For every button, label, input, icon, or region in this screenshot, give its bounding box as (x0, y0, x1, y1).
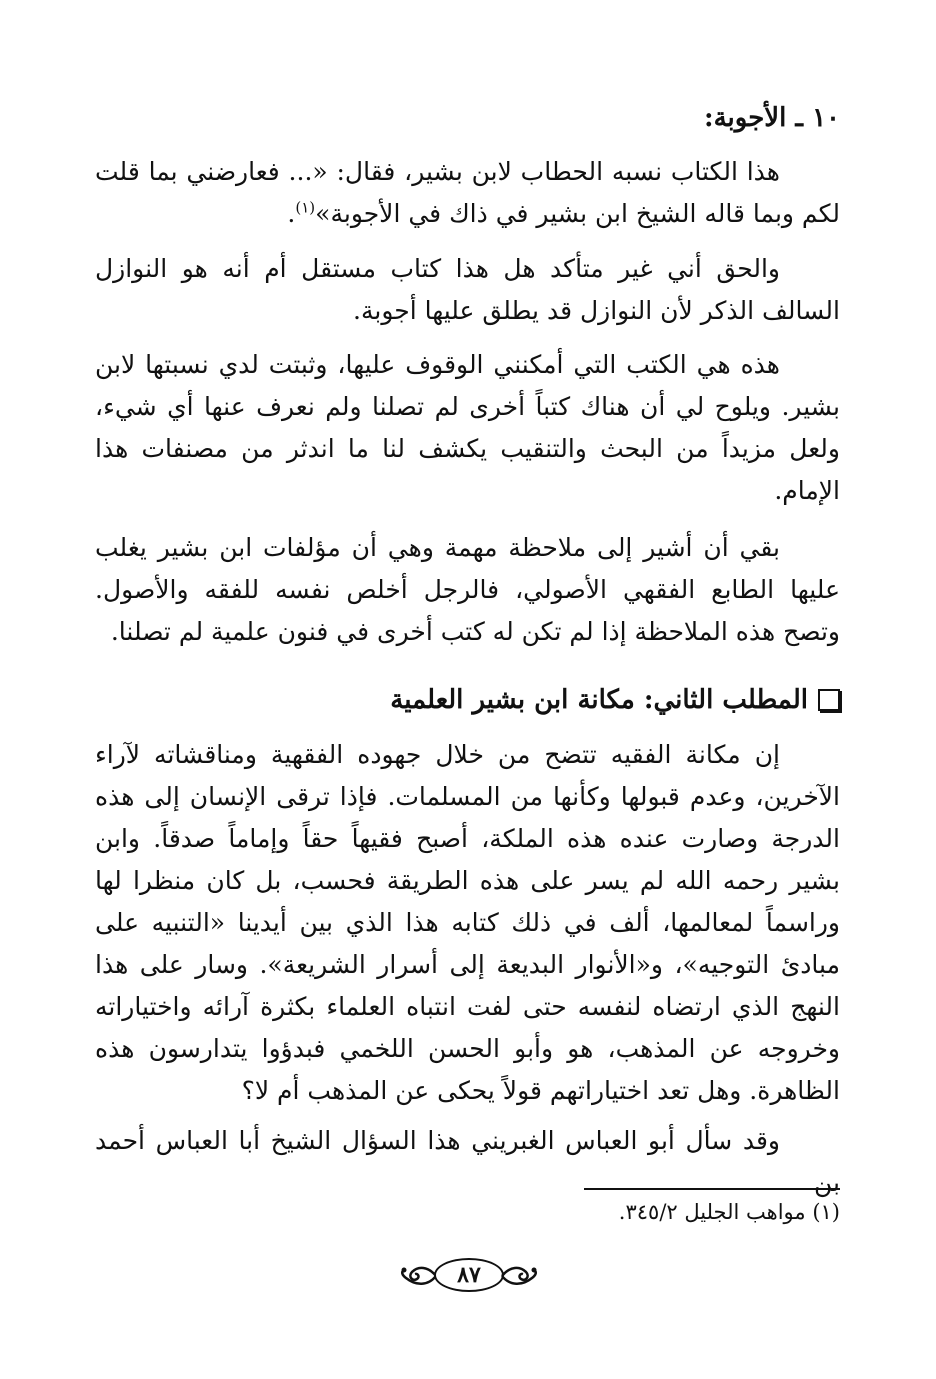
paragraph-5: إن مكانة الفقيه تتضح من خلال جهوده الفقهية ومناقشاته لآراء الآخرين، وعدم قبولها وكأنها من المسلمات. فإذا ترقى الإنسان إلى هذه الدرجة وصارت عنده هذه الملكة، أصبح فقيهاً حقاً وإماماً صدقاً. وابن بشير رحمه الله لم يسر على هذه الطريقة فحسب، بل كان منظرا لها وراسماً لمعالمها، ألف في ذلك كتابه هذا الذي بين أيدينا «التنبيه على مبادئ التوجيه»، و«الأنوار البديعة إلى أسرار الشريعة». وسار على هذا النهج الذي ارتضاه لنفسه حتى لفت انتباه العلماء بكثرة آرائه واختياراته وخروجه عن المذهب، هو وأبو الحسن اللخمي فبدؤوا يتدارسون هذه الظاهرة. وهل تعد اختياراتهم قولاً يحكى عن المذهب أم لا؟ (95, 740, 840, 1105)
page-number-ornament (398, 1256, 540, 1296)
left-flourish-icon (398, 1258, 438, 1294)
paragraph-6: وقد سأل أبو العباس الغبريني هذا السؤال الشيخ أبا العباس أحمد بن (95, 1126, 840, 1197)
footnote-divider (584, 1188, 840, 1190)
section-heading (390, 680, 840, 720)
checkbox-square-icon (818, 689, 840, 711)
paragraph-1 (95, 151, 840, 235)
footnote-reference[interactable]: (١) (295, 198, 316, 217)
paragraph-1-end: . (287, 199, 296, 228)
paragraph-3: هذه هي الكتب التي أمكنني الوقوف عليها، وثبتت لدي نسبتها لابن بشير. ويلوح لي أن هناك كتباً أخرى لم تصلنا ولم نعرف عنها أي شيء، ولعل مزيداً من البحث والتنقيب يكشف لنا ما اندثر من مصنفات هذا الإمام. (95, 350, 840, 505)
paragraph-1-text: هذا الكتاب نسبه الحطاب لابن بشير، فقال: «... فعارضني بما قلت لكم وبما قاله الشيخ ابن بشير في ذاك في الأجوبة» (95, 157, 840, 228)
footnote-1: (١) مواهب الجليل ٣٤٥/٢. (618, 1200, 840, 1224)
subheading-ajwiba: ١٠ ـ الأجوبة: (704, 103, 840, 133)
page-number: ٨٧ (434, 1258, 504, 1292)
section-title: المطلب الثاني: مكانة ابن بشير العلمية (390, 685, 808, 715)
paragraph-4: بقي أن أشير إلى ملاحظة مهمة وهي أن مؤلفات ابن بشير يغلب عليها الطابع الفقهي الأصولي، فالرجل أخلص نفسه للفقه والأصول. وتصح هذه الملاحظة إذا لم تكن له كتب أخرى في فنون علمية لم تصلنا. (95, 533, 840, 646)
paragraph-2: والحق أني غير متأكد هل هذا كتاب مستقل أم أنه هو النوازل السالف الذكر لأن النوازل قد يطلق عليها أجوبة. (95, 254, 840, 325)
right-flourish-icon (500, 1258, 540, 1294)
